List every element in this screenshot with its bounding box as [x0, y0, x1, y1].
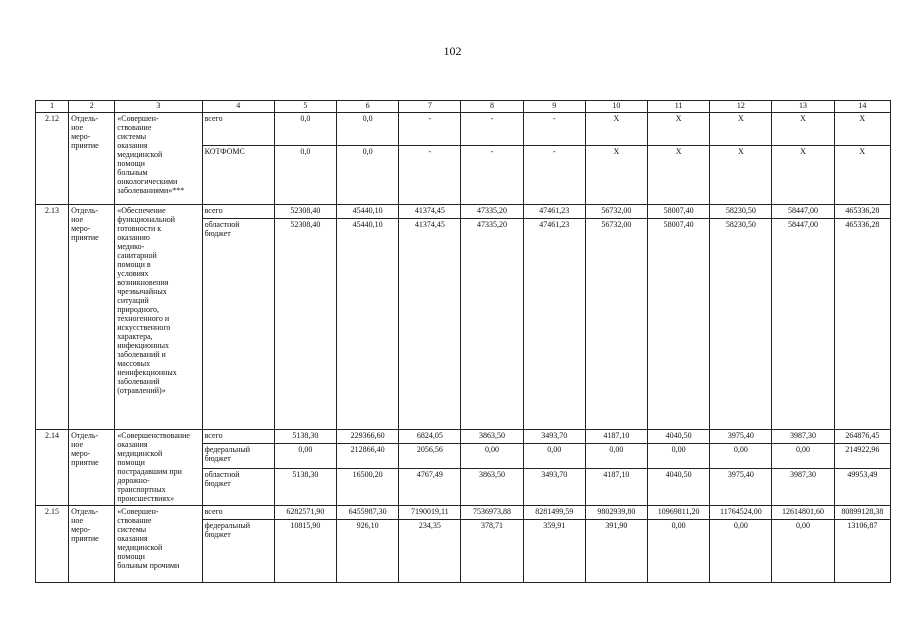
value-cell: X: [834, 146, 890, 205]
funding-source-cell: КОТФОМС: [202, 146, 274, 205]
header-cell-1: 1: [36, 101, 69, 113]
value-cell: 0,00: [461, 444, 523, 469]
activity-type-cell: Отдель- ное меро- приятие: [69, 430, 115, 506]
activity-name-cell: «Совершен- ствование системы оказания медицинской помощи больным прочими: [115, 506, 202, 583]
header-cell-13: 13: [772, 101, 834, 113]
value-cell: 0,00: [772, 444, 834, 469]
value-cell: 16500,20: [337, 469, 399, 506]
value-cell: 10815,90: [274, 520, 336, 583]
header-cell-7: 7: [399, 101, 461, 113]
value-cell: 7190019,11: [399, 506, 461, 520]
value-cell: 0,00: [710, 520, 772, 583]
value-cell: 47335,20: [461, 219, 523, 430]
value-cell: -: [461, 146, 523, 205]
row-id-cell: 2.13: [36, 205, 69, 430]
value-cell: 4187,10: [585, 469, 647, 506]
budget-table: [35, 100, 891, 583]
table-row: [36, 205, 891, 219]
value-cell: 391,90: [585, 520, 647, 583]
value-cell: 378,71: [461, 520, 523, 583]
value-cell: 0,00: [648, 520, 710, 583]
value-cell: -: [523, 146, 585, 205]
value-cell: 0,00: [648, 444, 710, 469]
header-row: [36, 101, 891, 113]
value-cell: 58447,00: [772, 205, 834, 219]
value-cell: 0,00: [274, 444, 336, 469]
value-cell: 6455987,30: [337, 506, 399, 520]
value-cell: 56732,00: [585, 219, 647, 430]
value-cell: X: [648, 146, 710, 205]
value-cell: 3863,50: [461, 430, 523, 444]
value-cell: 11764524,00: [710, 506, 772, 520]
value-cell: 214922,96: [834, 444, 890, 469]
value-cell: 4187,10: [585, 430, 647, 444]
table-row: [36, 430, 891, 444]
funding-source-cell: всего: [202, 430, 274, 444]
funding-source-cell: всего: [202, 205, 274, 219]
value-cell: X: [772, 113, 834, 146]
value-cell: 229366,60: [337, 430, 399, 444]
value-cell: 41374,45: [399, 219, 461, 430]
value-cell: X: [710, 113, 772, 146]
value-cell: 47461,23: [523, 205, 585, 219]
table-row: [36, 113, 891, 146]
row-id-cell: 2.12: [36, 113, 69, 205]
activity-type-cell: Отдель- ное меро- приятие: [69, 113, 115, 205]
value-cell: 3493,70: [523, 469, 585, 506]
header-cell-9: 9: [523, 101, 585, 113]
value-cell: 0,0: [274, 113, 336, 146]
value-cell: 5138,30: [274, 430, 336, 444]
value-cell: 4767,49: [399, 469, 461, 506]
funding-source-cell: всего: [202, 113, 274, 146]
value-cell: 41374,45: [399, 205, 461, 219]
header-cell-14: 14: [834, 101, 890, 113]
value-cell: 47335,20: [461, 205, 523, 219]
value-cell: 465336,28: [834, 219, 890, 430]
value-cell: 8281499,59: [523, 506, 585, 520]
header-cell-5: 5: [274, 101, 336, 113]
value-cell: 0,0: [337, 113, 399, 146]
header-cell-8: 8: [461, 101, 523, 113]
value-cell: -: [523, 113, 585, 146]
value-cell: 359,91: [523, 520, 585, 583]
value-cell: 212866,40: [337, 444, 399, 469]
value-cell: 80899128,38: [834, 506, 890, 520]
row-id-cell: 2.14: [36, 430, 69, 506]
value-cell: 264876,45: [834, 430, 890, 444]
value-cell: X: [585, 146, 647, 205]
value-cell: X: [648, 113, 710, 146]
value-cell: 0,00: [710, 444, 772, 469]
value-cell: 3987,30: [772, 430, 834, 444]
value-cell: 465336,28: [834, 205, 890, 219]
activity-type-cell: Отдель- ное меро- приятие: [69, 506, 115, 583]
value-cell: -: [399, 113, 461, 146]
header-cell-2: 2: [69, 101, 115, 113]
value-cell: 49953,49: [834, 469, 890, 506]
activity-name-cell: «Обеспечение функциональной готовности к оказанию медико- санитарной помощи в условиях возникновения чрезвычайных ситуаций природного, техногенного и искусственного характера, инфекционных заболеваний и массовых неинфекционных заболеваний (отравлений)»: [115, 205, 202, 430]
funding-source-cell: областной бюджет: [202, 219, 274, 430]
value-cell: 9802939,80: [585, 506, 647, 520]
value-cell: X: [585, 113, 647, 146]
value-cell: 58007,40: [648, 219, 710, 430]
value-cell: 13106,87: [834, 520, 890, 583]
value-cell: -: [461, 113, 523, 146]
value-cell: 5138,30: [274, 469, 336, 506]
value-cell: 6824,05: [399, 430, 461, 444]
activity-type-cell: Отдель- ное меро- приятие: [69, 205, 115, 430]
row-id-cell: 2.15: [36, 506, 69, 583]
page-number: 102: [443, 44, 462, 58]
value-cell: 45440,10: [337, 219, 399, 430]
value-cell: X: [834, 113, 890, 146]
value-cell: 234,35: [399, 520, 461, 583]
value-cell: 0,0: [274, 146, 336, 205]
value-cell: 3493,70: [523, 430, 585, 444]
value-cell: 2056,56: [399, 444, 461, 469]
header-cell-11: 11: [648, 101, 710, 113]
value-cell: 4040,50: [648, 469, 710, 506]
header-cell-3: 3: [115, 101, 202, 113]
value-cell: 58007,40: [648, 205, 710, 219]
value-cell: 3987,30: [772, 469, 834, 506]
value-cell: X: [710, 146, 772, 205]
value-cell: 52308,40: [274, 219, 336, 430]
value-cell: 4040,50: [648, 430, 710, 444]
value-cell: 58447,00: [772, 219, 834, 430]
funding-source-cell: всего: [202, 506, 274, 520]
value-cell: 58230,50: [710, 219, 772, 430]
value-cell: X: [772, 146, 834, 205]
activity-name-cell: «Совершенствование оказания медицинской помощи пострадавшим при дорожно- транспортных происшествиях»: [115, 430, 202, 506]
header-cell-4: 4: [202, 101, 274, 113]
value-cell: 47461,23: [523, 219, 585, 430]
value-cell: 7536973,88: [461, 506, 523, 520]
value-cell: 3975,40: [710, 430, 772, 444]
value-cell: 45440,10: [337, 205, 399, 219]
value-cell: 0,00: [585, 444, 647, 469]
funding-source-cell: федеральный бюджет: [202, 444, 274, 469]
header-cell-12: 12: [710, 101, 772, 113]
value-cell: 926,10: [337, 520, 399, 583]
value-cell: 12614801,60: [772, 506, 834, 520]
value-cell: 0,0: [337, 146, 399, 205]
header-cell-10: 10: [585, 101, 647, 113]
value-cell: 52308,40: [274, 205, 336, 219]
activity-name-cell: «Совершен- ствование системы оказания медицинской помощи больным онкологическими заболеваниями»***: [115, 113, 202, 205]
value-cell: 56732,00: [585, 205, 647, 219]
value-cell: 0,00: [772, 520, 834, 583]
funding-source-cell: федеральный бюджет: [202, 520, 274, 583]
funding-source-cell: областной бюджет: [202, 469, 274, 506]
value-cell: -: [399, 146, 461, 205]
value-cell: 0,00: [523, 444, 585, 469]
value-cell: 58230,50: [710, 205, 772, 219]
value-cell: 10969811,20: [648, 506, 710, 520]
table-row: [36, 506, 891, 520]
value-cell: 3863,50: [461, 469, 523, 506]
header-cell-6: 6: [337, 101, 399, 113]
value-cell: 3975,40: [710, 469, 772, 506]
value-cell: 6282571,90: [274, 506, 336, 520]
